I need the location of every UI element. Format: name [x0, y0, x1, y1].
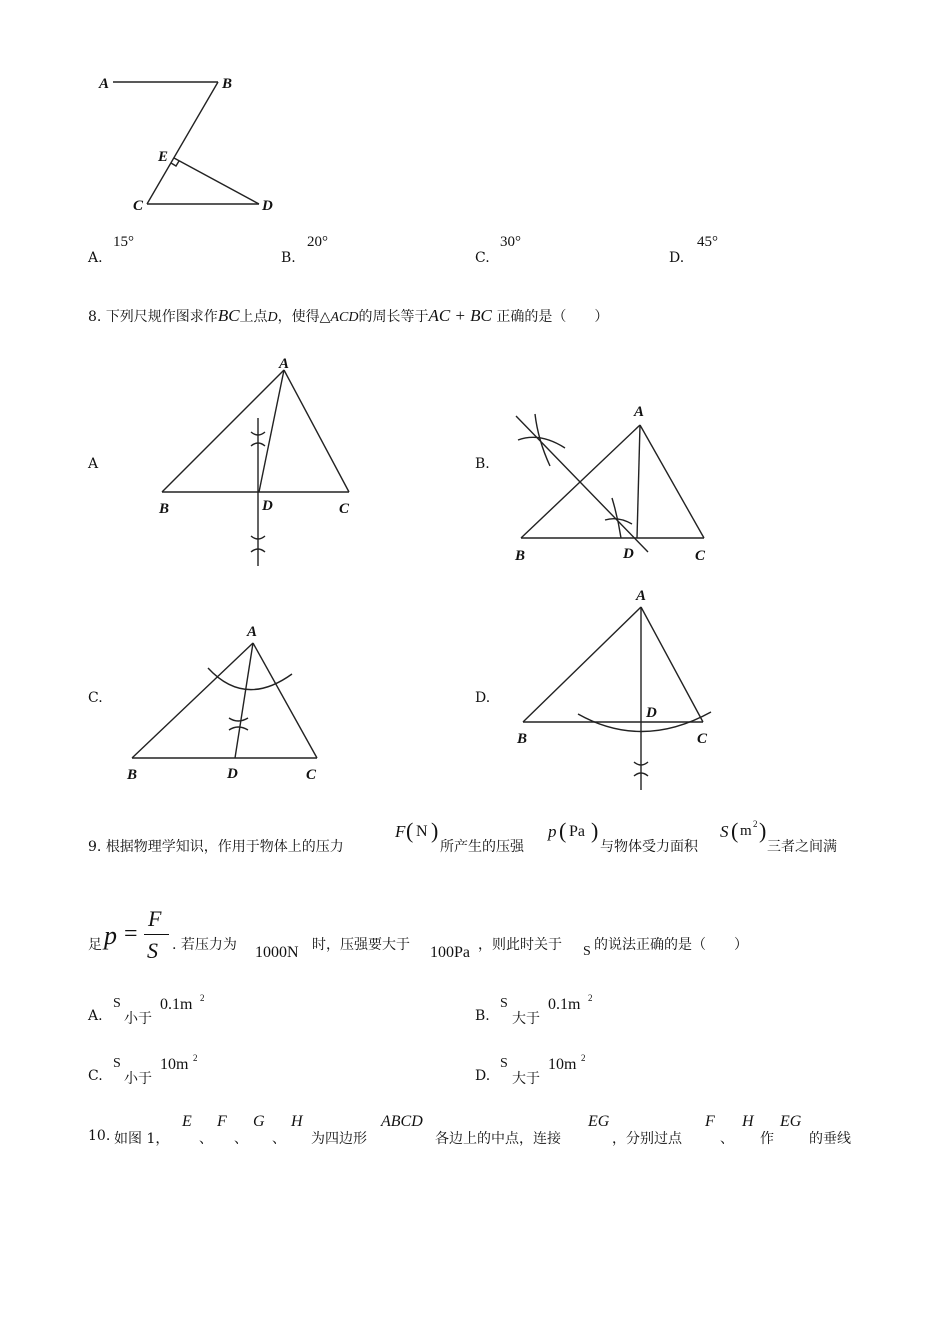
q9-text: 与物体受力面积 — [600, 839, 698, 855]
q9-text: 足 — [88, 937, 102, 953]
q9-option-value: 10m — [548, 1056, 577, 1073]
q9-text: 时，压强要大于 — [312, 937, 410, 953]
q9-formula-p: p — [104, 921, 117, 950]
q9-area-symbol: S — [720, 822, 729, 841]
q9-option-letter: C. — [88, 1068, 103, 1084]
q9-unit-n: N — [416, 823, 428, 840]
q9-unit-pa: Pa — [569, 823, 585, 840]
q9-force-symbol: F — [395, 822, 406, 841]
q10-text: 各边上的中点，连接 — [435, 1131, 561, 1147]
q8-option-d-label: D. — [475, 690, 491, 706]
q10-text: 的垂线 — [809, 1131, 851, 1147]
q10-point-h: H — [742, 1113, 754, 1130]
q8d-label-A: A — [636, 588, 647, 604]
q9-option-symbol: S — [113, 1056, 121, 1071]
q10-separator: 、 — [720, 1131, 734, 1147]
q9-paren: ) — [759, 818, 767, 843]
q9-option-relation: 大于 — [512, 1071, 540, 1087]
q9-option-sup: 2 — [200, 993, 205, 1003]
q8-text: 正确的是（ ） — [496, 309, 609, 325]
q10-text: 为四边形 — [311, 1131, 367, 1147]
q9-text: ，则此时关于 — [478, 937, 562, 953]
q9-text: 的说法正确的是（ ） — [594, 937, 748, 953]
q9-formula-numerator: F — [148, 906, 162, 931]
q8-math-bc: BC — [217, 306, 240, 325]
q9-option-symbol: S — [113, 996, 121, 1011]
q8-math-acd: ACD — [330, 310, 359, 325]
q9-option-symbol: S — [500, 996, 508, 1011]
q10-quadrilateral: ABCD — [381, 1113, 423, 1130]
q8c-label-B: B — [127, 767, 138, 783]
q8c-label-C: C — [306, 767, 317, 783]
q8c-label-A: A — [247, 624, 258, 640]
q9-paren: ( — [406, 818, 414, 843]
q8-text: 下列尺规作图求作 — [105, 309, 218, 325]
q8d-label-B: B — [517, 731, 528, 747]
q9-text: . 若压力为 — [172, 937, 237, 953]
q8b-label-A: A — [634, 404, 645, 420]
q8-number: 8. — [88, 309, 102, 325]
q9-option-relation: 小于 — [124, 1011, 152, 1027]
q7-option-value: 30° — [500, 234, 521, 250]
q9-option-value: 0.1m — [548, 996, 581, 1013]
q9-force-value: 1000N — [255, 944, 299, 961]
q7-label-B: B — [222, 76, 233, 92]
q9-text: 所产生的压强 — [440, 839, 524, 855]
q8c-label-D: D — [227, 766, 238, 782]
q9-option-symbol: S — [500, 1056, 508, 1071]
q9-formula-denominator: S — [147, 938, 158, 963]
q7-option-letter: D. — [669, 250, 685, 266]
q9-paren: ( — [731, 818, 739, 843]
q9-option-sup: 2 — [193, 1053, 198, 1063]
q7-label-A: A — [99, 76, 110, 92]
q7-label-D: D — [262, 198, 273, 214]
q7-option-letter: A. — [88, 250, 103, 266]
q8-text: 上点 — [239, 309, 268, 325]
q9-unit-m: m — [740, 823, 752, 839]
q9-option-relation: 小于 — [124, 1071, 152, 1087]
q9-pressure-value: 100Pa — [430, 944, 470, 961]
q10-point-h: H — [291, 1113, 303, 1130]
q9-stem-line1 — [88, 836, 344, 856]
q10-text: 如图 1， — [114, 1131, 170, 1147]
q8d-label-D: D — [646, 705, 657, 721]
q7-option-value: 20° — [307, 234, 328, 250]
q7-label-E: E — [158, 149, 169, 165]
q8-text: 的周长等于 — [358, 309, 429, 325]
q9-formula-eq: = — [124, 921, 138, 947]
q9-option-letter: D. — [475, 1068, 491, 1084]
q7-option-value: 15° — [113, 234, 134, 250]
q7-option-value: 45° — [697, 234, 718, 250]
q8-option-b-label: B. — [475, 456, 490, 472]
q10-segment-eg: EG — [780, 1113, 802, 1130]
q10-segment-eg: EG — [588, 1113, 610, 1130]
q10-text: 作 — [760, 1131, 774, 1147]
q10-number: 10. — [88, 1128, 111, 1144]
q9-area-symbol: S — [583, 944, 591, 959]
q9-fraction-bar — [144, 934, 169, 935]
q8-text: ，使得△ — [277, 309, 331, 325]
q9-option-sup: 2 — [581, 1053, 586, 1063]
q10-separator: 、 — [272, 1131, 286, 1147]
q8d-label-C: C — [697, 731, 708, 747]
q9-paren: ) — [431, 818, 439, 843]
q8a-label-B: B — [159, 501, 170, 517]
q7-option-letter: C. — [475, 250, 490, 266]
q9-option-letter: A. — [88, 1008, 103, 1024]
q9-text: 三者之间满 — [767, 839, 837, 855]
q9-pressure-symbol: p — [548, 822, 557, 841]
q10-point-e: E — [182, 1113, 192, 1130]
q8-math-sum: AC + BC — [428, 306, 492, 325]
q9-paren: ) — [591, 818, 599, 843]
q10-point-g: G — [253, 1113, 265, 1130]
q8a-label-C: C — [339, 501, 350, 517]
q8b-label-C: C — [695, 548, 706, 564]
q10-text: ，分别过点 — [612, 1131, 682, 1147]
q9-option-relation: 大于 — [512, 1011, 540, 1027]
q8-option-a-label: A — [88, 456, 99, 472]
q7-option-letter: B. — [281, 250, 296, 266]
q9-unit-sup: 2 — [753, 819, 758, 829]
q9-option-sup: 2 — [588, 993, 593, 1003]
q8b-label-B: B — [515, 548, 526, 564]
q8-math-d: D — [267, 310, 278, 325]
q9-text: 根据物理学知识，作用于物体上的压力 — [105, 839, 344, 855]
q9-number: 9. — [88, 839, 102, 855]
q10-separator: 、 — [234, 1131, 248, 1147]
q7-label-C: C — [133, 198, 144, 214]
q9-paren: ( — [559, 818, 567, 843]
q9-option-value: 0.1m — [160, 996, 193, 1013]
q8a-label-A: A — [279, 356, 290, 372]
q10-point-f: F — [705, 1113, 715, 1130]
q10-separator: 、 — [199, 1131, 213, 1147]
q10-point-f: F — [217, 1113, 227, 1130]
q8a-label-D: D — [262, 498, 273, 514]
q8-option-c-label: C. — [88, 690, 103, 706]
q9-option-letter: B. — [475, 1008, 490, 1024]
q9-option-value: 10m — [160, 1056, 189, 1073]
q8b-label-D: D — [623, 546, 634, 562]
